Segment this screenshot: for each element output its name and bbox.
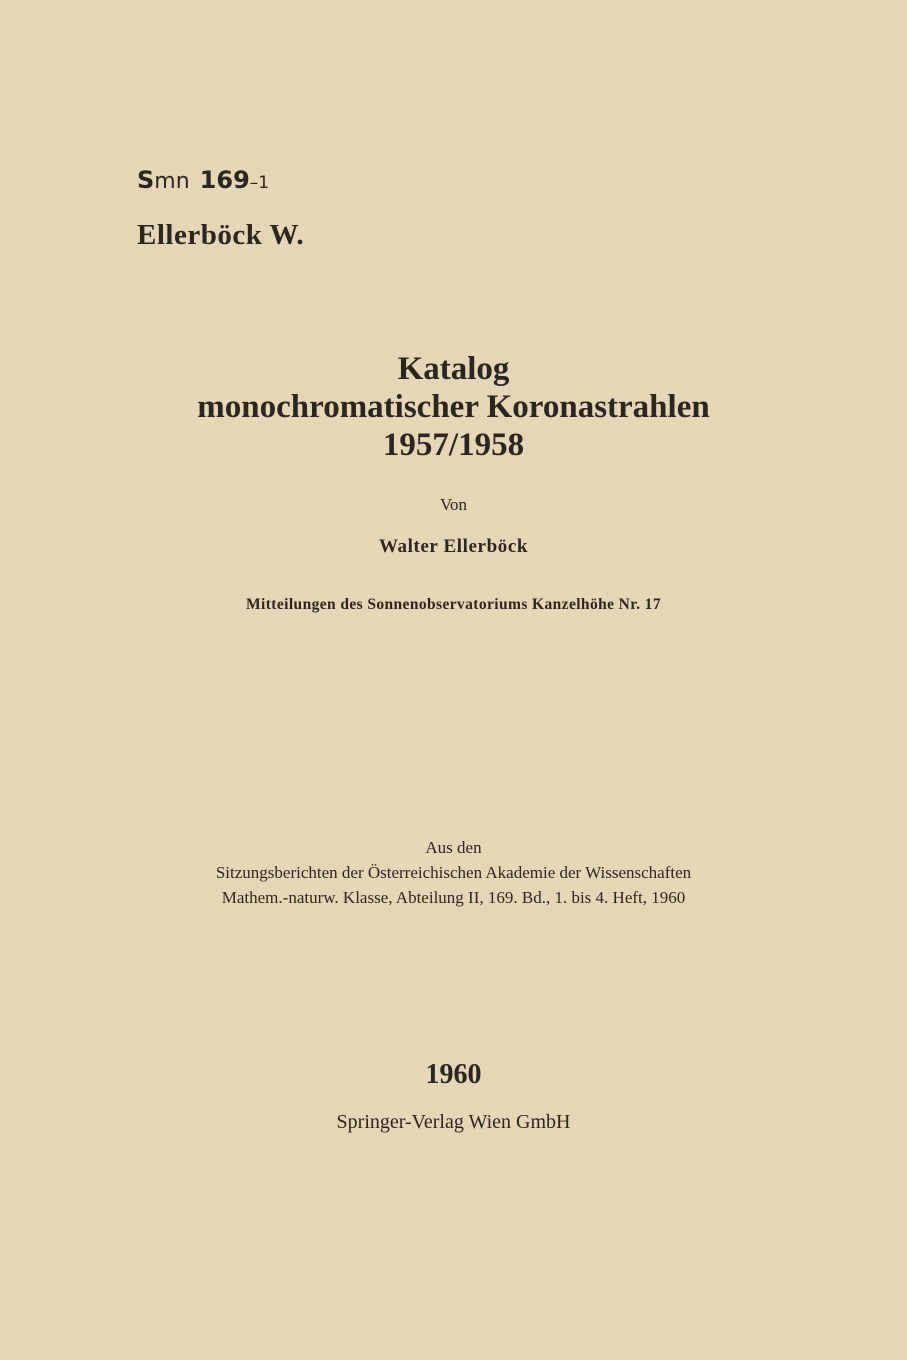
- source-note: [0, 835, 907, 910]
- title-line: Katalog: [397, 351, 510, 387]
- shelfmark: [137, 166, 269, 194]
- title-line: monochromatischer Koronastrahlen: [197, 389, 710, 425]
- shelfmark-number: 169: [199, 166, 250, 194]
- title-line: 1957/1958: [382, 427, 525, 463]
- source-line: Aus den: [425, 838, 482, 857]
- author-name: Walter Ellerböck: [378, 536, 529, 557]
- publication-year: 1960: [425, 1059, 482, 1090]
- series-title: Mitteilungen des Sonnenobservatoriums Kanzelhöhe Nr. 17: [246, 596, 661, 613]
- publisher-name: Springer-Verlag Wien GmbH: [336, 1111, 571, 1133]
- shelfmark-suffix: –1: [249, 173, 270, 193]
- by-label: Von: [439, 495, 468, 514]
- shelfmark-letters: mn: [154, 169, 190, 194]
- source-line: Mathem.-naturw. Klasse, Abteilung II, 169. Bd., 1. bis 4. Heft, 1960: [221, 888, 686, 907]
- book-title: [0, 350, 907, 464]
- source-line: Sitzungsberichten der Österreichischen Akademie der Wissenschaften: [215, 863, 692, 882]
- shelfmark-prefix: S: [137, 166, 155, 194]
- author-short: Ellerböck W.: [137, 219, 305, 251]
